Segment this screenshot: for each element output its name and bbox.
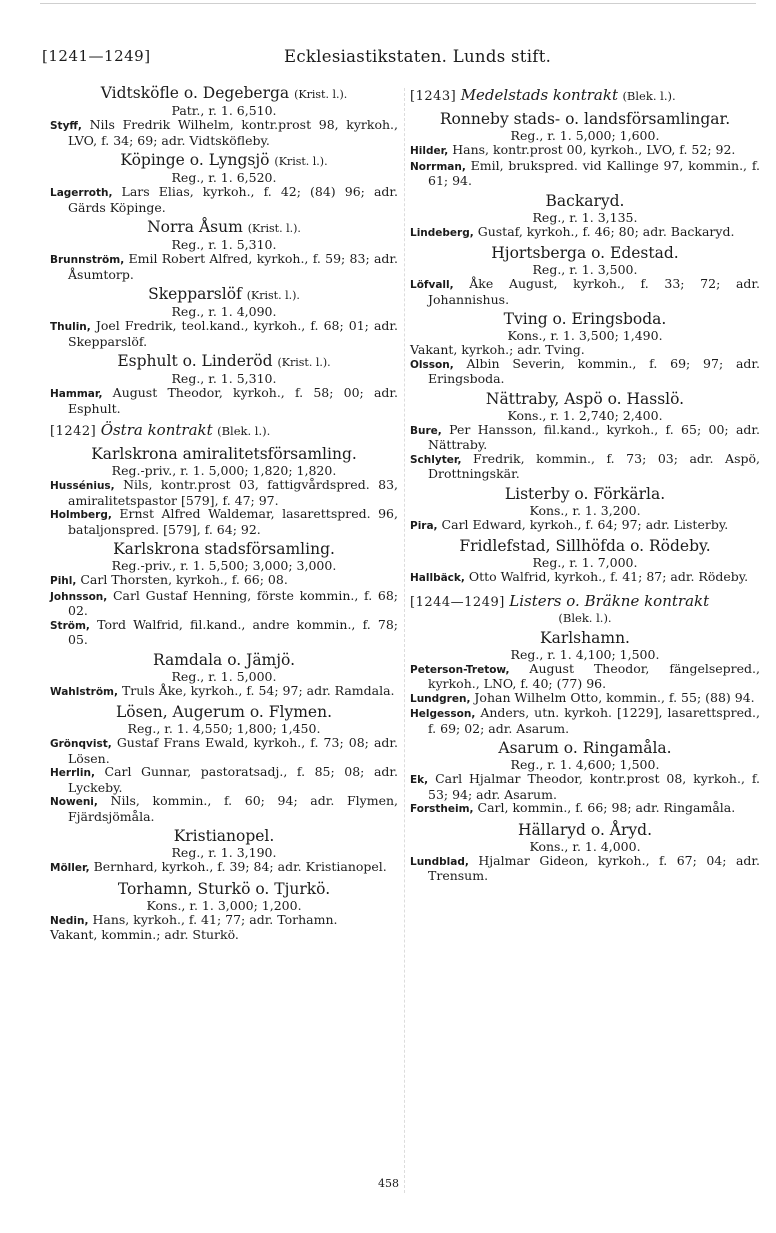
right-column	[410, 80, 760, 883]
parish-heading	[410, 537, 760, 556]
parish-name: Fridlefstad, Sillhöfda o. Rödeby.	[459, 537, 711, 555]
parish-heading	[50, 218, 398, 238]
clergy-name: Thulin,	[50, 321, 91, 333]
parish-heading	[50, 703, 398, 722]
parish-heading	[50, 651, 398, 670]
parish-register-line: Kons., r. 1. 3,500; 1,490.	[507, 328, 663, 343]
parish-heading	[410, 310, 760, 329]
parish-heading	[50, 84, 398, 104]
clergy-details: Hans, kontr.prost 00, kyrkoh., LVO, f. 52; 92.	[452, 142, 736, 157]
parish-name: Lösen, Augerum o. Flymen.	[115, 703, 333, 721]
clergy-entry	[410, 357, 760, 386]
diocese-label: (Blek. l.).	[622, 89, 676, 103]
clergy-name: Peterson-Tretow,	[410, 663, 510, 676]
clergy-entry	[410, 277, 760, 306]
clergy-details: Gustaf, kyrkoh., f. 46; 80; adr. Backaryd.	[477, 223, 735, 239]
clergy-name: Noweni,	[50, 796, 98, 808]
parish-register-line: Reg.-priv., r. 1. 5,500; 3,000; 3,000.	[111, 558, 337, 573]
parish-register-line: Reg., r. 1. 4,090.	[171, 304, 277, 319]
clergy-entry	[410, 662, 760, 691]
clergy-details: Nils Fredrik Wilhelm, kontr.prost 98, kyrkoh., LVO, f. 34; 69; adr. Vidtsköfleby.	[68, 117, 399, 148]
clergy-entry	[50, 386, 398, 415]
clergy-entry	[410, 691, 760, 707]
diocese-label: (Krist. l.).	[246, 289, 300, 302]
parish-register-line: Reg., r. 1. 5,310.	[171, 237, 277, 252]
clergy-name: Lundgren,	[410, 692, 471, 705]
clergy-name: Löfvall,	[410, 279, 454, 291]
clergy-details: Nils, kontr.prost 03, fattigvårdspred. 83, amiralitetspastor [579], f. 47; 97.	[68, 477, 398, 508]
parish-name: Karlshamn.	[540, 628, 630, 647]
clergy-name: Hussénius,	[50, 480, 115, 492]
left-column	[50, 80, 398, 942]
clergy-entry	[410, 225, 760, 241]
clergy-entry	[410, 570, 760, 586]
parish-heading	[410, 110, 760, 129]
clergy-name: Forstheim,	[410, 803, 474, 815]
parish-register-line: Reg., r. 1. 3,135.	[532, 209, 638, 225]
parish-register-line: Kons., r. 1. 3,200.	[529, 502, 641, 518]
parish-heading	[410, 821, 760, 840]
parish-heading	[50, 445, 398, 464]
parish-name: Ronneby stads- o. landsförsamlingar.	[439, 110, 731, 128]
clergy-details: Joel Fredrik, teol.kand., kyrkoh., f. 68; 01; adr. Skepparslöf.	[68, 318, 398, 349]
clergy-name: Lindeberg,	[410, 226, 474, 239]
parish-heading	[50, 151, 398, 171]
contract-heading	[410, 86, 760, 106]
contract-number: [1244—1249]	[410, 594, 505, 610]
contract-number: [1242]	[50, 424, 97, 439]
parish-name: Karlskrona stadsförsamling.	[113, 540, 335, 558]
diocese-label: (Blek. l.).	[558, 610, 612, 625]
clergy-entry	[50, 319, 398, 348]
contract-name: Listers o. Bräkne kontrakt	[509, 591, 710, 610]
clergy-entry	[50, 589, 398, 618]
contract-heading	[50, 421, 398, 441]
clergy-details: Carl Thorsten, kyrkoh., f. 66; 08.	[80, 572, 288, 587]
running-head	[42, 47, 742, 71]
clergy-entry	[410, 518, 760, 534]
clergy-details: Johan Wilhelm Otto, kommin., f. 55; (88) 94.	[474, 689, 755, 705]
parish-name: Asarum o. Ringamåla.	[498, 739, 672, 757]
clergy-entry	[410, 159, 760, 188]
diocese-label: (Krist. l.).	[277, 356, 331, 369]
clergy-details: Albin Severin, kommin., f. 69; 97; adr. Eringsboda.	[428, 355, 760, 386]
clergy-name: Lagerroth,	[50, 187, 113, 199]
clergy-name: Schlyter,	[410, 453, 462, 466]
clergy-entry	[410, 143, 760, 159]
clergy-name: Wahlström,	[50, 685, 118, 698]
clergy-details: Anders, utn. kyrkoh. [1229], lasarettspred., f. 69; 02; adr. Asarum.	[428, 705, 760, 736]
clergy-entry	[50, 765, 398, 794]
parish-name: Tving o. Eringsboda.	[503, 310, 667, 328]
parish-heading	[410, 192, 760, 211]
diocese-label: (Krist. l.).	[294, 88, 348, 101]
clergy-name: Brunnström,	[50, 254, 125, 266]
parish-name: Hjortsberga o. Edestad.	[491, 244, 679, 262]
clergy-entry	[50, 860, 398, 876]
parish-register-line: Kons., r. 1. 4,000.	[529, 838, 641, 854]
parish-register-line: Reg., r. 1. 3,500.	[532, 262, 638, 277]
clergy-details: Carl, kommin., f. 66; 98; adr. Ringamåla.	[477, 800, 736, 815]
clergy-details: Carl Hjalmar Theodor, kontr.prost 08, kyrkoh., f. 53; 94; adr. Asarum.	[428, 771, 760, 802]
clergy-name: Hallbäck,	[410, 572, 465, 584]
diocese-label: (Blek. l.).	[217, 424, 271, 438]
clergy-details: Carl Gunnar, pastoratsadj., f. 85; 08; adr. Lyckeby.	[68, 764, 398, 795]
clergy-name: Hilder,	[410, 145, 449, 157]
clergy-entry	[50, 185, 398, 214]
clergy-entry	[410, 343, 760, 357]
parish-name: Listerby o. Förkärla.	[504, 484, 666, 503]
clergy-name: Lundblad,	[410, 855, 469, 868]
page-number: 458	[378, 1177, 399, 1190]
parish-register-line: Reg., r. 1. 4,100; 1,500.	[510, 646, 660, 662]
parish-name: Esphult o. Linderöd	[117, 352, 273, 370]
parish-name: Torhamn, Sturkö o. Tjurkö.	[117, 879, 331, 898]
clergy-name: Pira,	[410, 519, 438, 532]
parish-register-line: Reg., r. 1. 6,520.	[171, 170, 277, 185]
parish-register-line: Reg., r. 1. 5,000.	[171, 668, 277, 684]
parish-name: Nättraby, Aspö o. Hasslö.	[485, 389, 685, 408]
parish-register-line: Kons., r. 1. 2,740; 2,400.	[507, 407, 663, 423]
clergy-details: August Theodor, fängelsepred., kyrkoh., LNO, f. 40; (77) 96.	[428, 660, 760, 691]
parish-heading	[410, 244, 760, 263]
parish-register-line: Reg., r. 1. 5,000; 1,600.	[510, 128, 660, 143]
clergy-name: Bure,	[410, 424, 442, 437]
clergy-name: Möller,	[50, 862, 90, 874]
clergy-name: Holmberg,	[50, 509, 112, 521]
clergy-details: Truls Åke, kyrkoh., f. 54; 97; adr. Ramdala.	[121, 682, 395, 698]
clergy-details: Bernhard, kyrkoh., f. 39; 84; adr. Kristianopel.	[93, 859, 387, 874]
parish-register-line: Reg., r. 1. 4,550; 1,800; 1,450.	[127, 721, 321, 736]
clergy-entry	[410, 423, 760, 452]
parish-heading	[410, 390, 760, 409]
clergy-entry	[410, 854, 760, 883]
parish-register-line: Kons., r. 1. 3,000; 1,200.	[146, 897, 302, 913]
contract-heading	[410, 592, 760, 612]
parish-name: Vidtsköfle o. Degeberga	[100, 84, 290, 102]
clergy-name: Pihl,	[50, 575, 77, 587]
clergy-details: Per Hansson, fil.kand., kyrkoh., f. 65; 00; adr. Nättraby.	[428, 421, 760, 452]
parish-name: Kristianopel.	[173, 827, 275, 845]
clergy-name: Styff,	[50, 120, 82, 132]
clergy-details: Tord Walfrid, fil.kand., andre kommin., f. 78; 05.	[68, 616, 398, 647]
parish-name: Hällaryd o. Åryd.	[517, 820, 653, 839]
clergy-details: Hans, kyrkoh., f. 41; 77; adr. Torhamn.	[92, 911, 338, 927]
clergy-name: Nedin,	[50, 914, 89, 927]
clergy-details: Nils, kommin., f. 60; 94; adr. Flymen, Fjärdsjömåla.	[68, 793, 398, 824]
clergy-entry	[50, 252, 398, 281]
clergy-entry	[50, 507, 398, 536]
clergy-name: Olsson,	[410, 358, 454, 371]
parish-register-line: Patr., r. 1. 6,510.	[171, 103, 277, 118]
clergy-entry	[50, 794, 398, 823]
clergy-details: Vakant, kyrkoh.; adr. Tving.	[410, 342, 585, 357]
contract-name: Östra kontrakt	[100, 421, 213, 439]
clergy-entry	[410, 706, 760, 735]
parish-heading	[410, 739, 760, 758]
clergy-details: Gustaf Frans Ewald, kyrkoh., f. 73; 08; adr. Lösen.	[68, 735, 398, 766]
top-rule	[40, 3, 756, 4]
parish-name: Backaryd.	[545, 191, 625, 210]
clergy-details: Åke August, kyrkoh., f. 33; 72; adr. Johannishus.	[428, 276, 760, 307]
clergy-entry	[50, 928, 398, 942]
parish-register-line: Reg., r. 1. 5,310.	[171, 371, 277, 386]
column-divider	[404, 88, 405, 1193]
parish-heading	[50, 827, 398, 846]
clergy-name: Helgesson,	[410, 708, 476, 720]
clergy-details: Vakant, kommin.; adr. Sturkö.	[50, 927, 239, 942]
parish-name: Köpinge o. Lyngsjö	[120, 151, 270, 169]
parish-register-line: Reg.-priv., r. 1. 5,000; 1,820; 1,820.	[111, 463, 337, 478]
clergy-entry	[50, 913, 398, 929]
diocese-label: (Krist. l.).	[247, 222, 301, 235]
clergy-name: Grönqvist,	[50, 738, 112, 750]
clergy-details: Hjalmar Gideon, kyrkoh., f. 67; 04; adr. Trensum.	[428, 852, 760, 883]
parish-heading	[50, 880, 398, 899]
parish-heading	[50, 352, 398, 372]
clergy-details: Fredrik, kommin., f. 73; 03; adr. Aspö, Drottningskär.	[428, 450, 760, 481]
parish-name: Norra Åsum	[147, 218, 243, 236]
parish-name: Ramdala o. Jämjö.	[152, 650, 296, 669]
clergy-entry	[50, 478, 398, 507]
parish-register-line: Reg., r. 1. 4,600; 1,500.	[510, 757, 660, 772]
parish-heading	[410, 629, 760, 648]
contract-name: Medelstads kontrakt	[460, 86, 618, 104]
page-range: [1241—1249]	[42, 47, 151, 65]
clergy-details: Emil Robert Alfred, kyrkoh., f. 59; 83; adr. Åsumtorp.	[68, 251, 398, 282]
parish-name: Karlskrona amiralitetsförsamling.	[91, 445, 357, 463]
clergy-entry	[410, 452, 760, 481]
clergy-entry	[50, 618, 398, 647]
clergy-entry	[50, 573, 398, 589]
contract-number: [1243]	[410, 89, 457, 104]
parish-heading	[50, 285, 398, 305]
clergy-entry	[50, 736, 398, 765]
clergy-entry	[50, 684, 398, 700]
clergy-entry	[410, 772, 760, 801]
clergy-entry	[50, 118, 398, 147]
clergy-details: August Theodor, kyrkoh., f. 58; 00; adr. Esphult.	[68, 385, 398, 416]
diocese-label: (Krist. l.).	[274, 155, 328, 168]
parish-name: Skepparslöf	[148, 285, 242, 303]
clergy-details: Carl Edward, kyrkoh., f. 64; 97; adr. Listerby.	[441, 516, 729, 532]
clergy-name: Hammar,	[50, 388, 103, 400]
parish-register-line: Reg., r. 1. 3,190.	[171, 845, 277, 860]
clergy-name: Herrlin,	[50, 767, 95, 779]
clergy-name: Ek,	[410, 774, 429, 786]
clergy-name: Ström,	[50, 619, 90, 632]
parish-heading	[50, 540, 398, 559]
clergy-entry	[410, 801, 760, 817]
clergy-details: Carl Gustaf Henning, förste kommin., f. 68; 02.	[68, 587, 398, 618]
page-title: Ecklesiastikstaten. Lunds stift.	[284, 47, 552, 66]
clergy-details: Emil, brukspred. vid Kallinge 97, kommin., f. 61; 94.	[428, 157, 760, 188]
clergy-details: Lars Elias, kyrkoh., f. 42; (84) 96; adr. Gärds Köpinge.	[68, 184, 398, 215]
clergy-name: Johnsson,	[50, 590, 108, 603]
clergy-details: Otto Walfrid, kyrkoh., f. 41; 87; adr. Rödeby.	[468, 569, 749, 584]
clergy-name: Norrman,	[410, 160, 466, 173]
clergy-details: Ernst Alfred Waldemar, lasarettspred. 96, bataljonspred. [579], f. 64; 92.	[68, 506, 398, 537]
parish-register-line: Reg., r. 1. 7,000.	[532, 555, 638, 570]
parish-heading	[410, 485, 760, 504]
